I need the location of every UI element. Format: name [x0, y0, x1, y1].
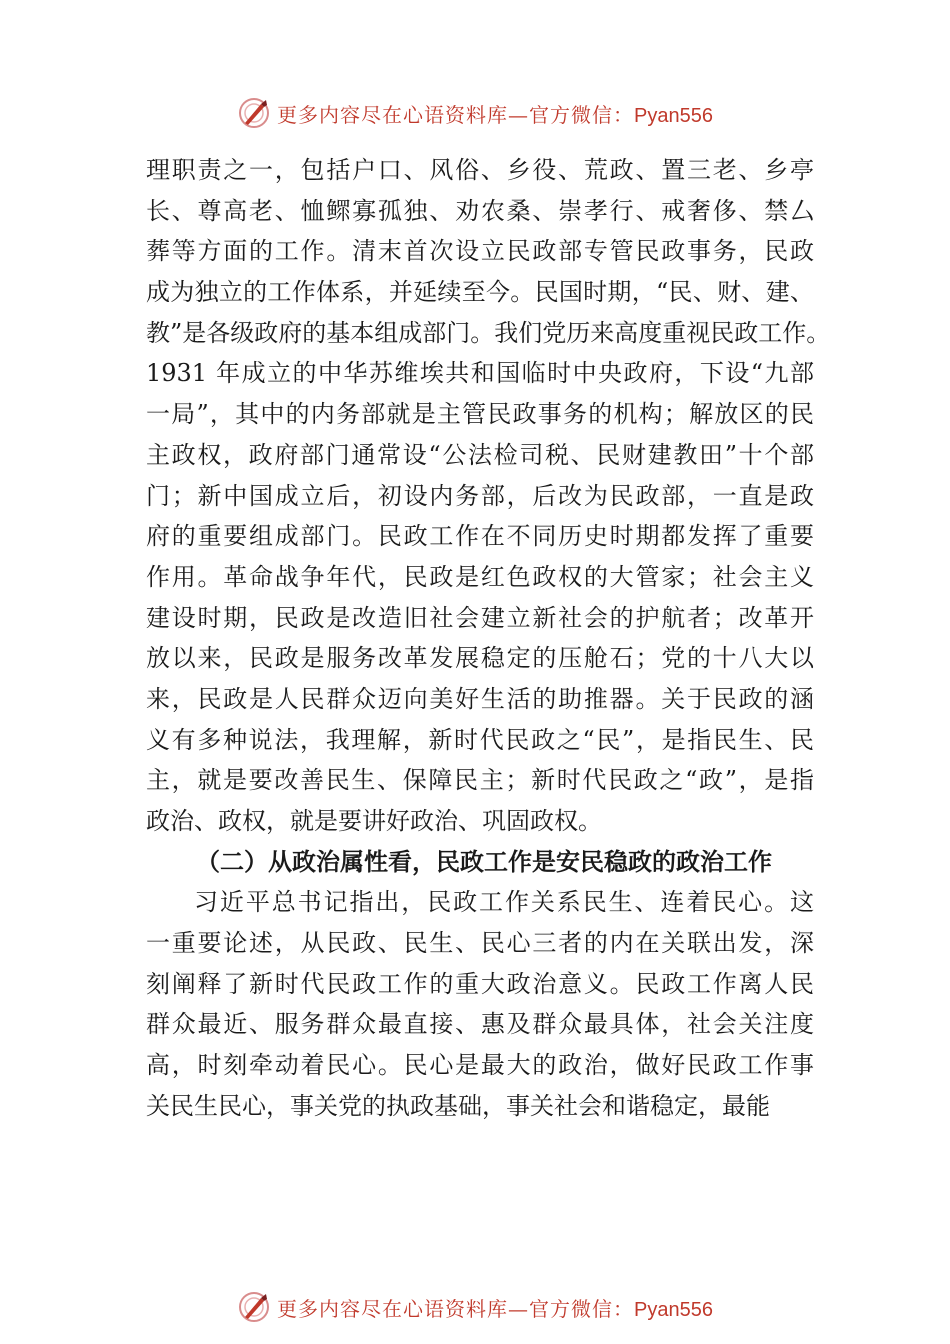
- text-line: 放以来，民政是服务改革发展稳定的压舱石；党的十八大以: [146, 644, 814, 673]
- section-heading: （二）从政治属性看，民政工作是安民稳政的政治工作: [196, 847, 772, 876]
- text-line: 高，时刻牵动着民心。民心是最大的政治，做好民政工作事: [146, 1051, 814, 1080]
- watermark-text: 更多内容尽在心语资料库—官方微信：Pyan556: [277, 1296, 713, 1321]
- text-line: 门；新中国成立后，初设内务部，后改为民政部，一直是政: [146, 481, 814, 510]
- text-line: 政治、政权，就是要讲好政治、巩固政权。: [146, 807, 602, 835]
- quill-logo-icon: [237, 96, 271, 130]
- quill-logo-icon: [237, 1290, 271, 1324]
- text-line: 成为独立的工作体系，并延续至今。民国时期，“民、财、建、: [146, 278, 814, 307]
- text-line: 义有多种说法，我理解，新时代民政之“民”，是指民生、民: [146, 725, 814, 754]
- text-line: 葬等方面的工作。清末首次设立民政部专管民政事务，民政: [146, 237, 814, 266]
- text-line: 群众最近、服务群众最直接、惠及群众最具体，社会关注度: [146, 1010, 814, 1039]
- text-line: 教”是各级政府的基本组成部门。我们党历来高度重视民政工作。: [146, 318, 831, 347]
- text-line: 关民生民心，事关党的执政基础，事关社会和谐稳定，最能: [146, 1091, 770, 1120]
- text-line: 长、尊高老、恤鳏寡孤独、劝农桑、崇孝行、戒奢侈、禁厶: [146, 196, 814, 225]
- footer-watermark: [0, 1290, 950, 1324]
- text-line: 理职责之一，包括户口、风俗、乡役、荒政、置三老、乡亭: [146, 156, 814, 184]
- text-line: 一重要论述，从民政、民生、民心三者的内在关联出发，深: [146, 929, 814, 958]
- watermark-text: 更多内容尽在心语资料库—官方微信：Pyan556: [277, 102, 713, 127]
- text-line: 习近平总书记指出，民政工作关系民生、连着民心。这: [194, 888, 814, 917]
- text-line: 一局”，其中的内务部就是主管民政事务的机构；解放区的民: [146, 400, 814, 429]
- header-watermark: [0, 96, 950, 130]
- text-line: 建设时期，民政是改造旧社会建立新社会的护航者；改革开: [146, 603, 814, 632]
- text-line: 来，民政是人民群众迈向美好生活的助推器。关于民政的涵: [146, 684, 814, 713]
- text-line: 1931 年成立的中华苏维埃共和国临时中央政府，下设“九部: [146, 359, 814, 388]
- text-line: 府的重要组成部门。民政工作在不同历史时期都发挥了重要: [146, 522, 814, 551]
- text-line: 刻阐释了新时代民政工作的重大政治意义。民政工作离人民: [146, 969, 814, 998]
- text-line: 主政权，政府部门通常设“公法检司税、民财建教田”十个部: [146, 440, 814, 469]
- text-line: 主，就是要改善民生、保障民主；新时代民政之“政”，是指: [146, 766, 814, 795]
- text-line: 作用。革命战争年代，民政是红色政权的大管家；社会主义: [146, 562, 814, 591]
- document-body: [146, 150, 831, 1127]
